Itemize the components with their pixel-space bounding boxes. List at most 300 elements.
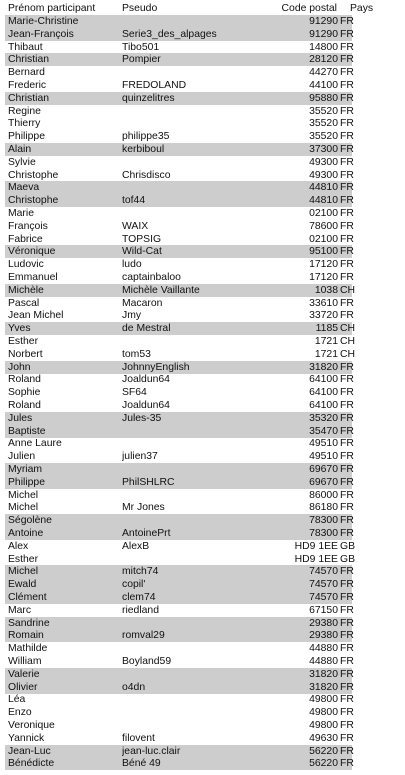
cell-pseudo: FREDOLAND bbox=[122, 80, 187, 91]
cell-code-postal: 49800 bbox=[309, 707, 338, 719]
cell-prenom: Christian bbox=[8, 92, 49, 104]
cell-prenom: Jean-Luc bbox=[8, 745, 51, 757]
cell-prenom: Michel bbox=[8, 489, 39, 501]
cell-prenom: Thierry bbox=[8, 118, 41, 130]
cell-pays: FR bbox=[340, 476, 354, 488]
cell-pays: FR bbox=[340, 668, 354, 680]
cell-pseudo: tof44 bbox=[122, 195, 146, 207]
cell-pays: FR bbox=[340, 272, 354, 283]
cell-pseudo: Jules-35 bbox=[122, 412, 162, 424]
cell-prenom: Jules bbox=[8, 412, 33, 424]
cell-pseudo bbox=[122, 719, 272, 732]
cell-pseudo bbox=[122, 207, 272, 220]
cell-code-postal: 69670 bbox=[309, 476, 338, 488]
cell-prenom: Anne Laure bbox=[8, 438, 62, 450]
table-row bbox=[5, 322, 356, 335]
cell-prenom: Regine bbox=[8, 105, 41, 117]
cell-prenom: Sandrine bbox=[8, 617, 50, 629]
table-row bbox=[5, 553, 356, 566]
header-pseudo: Pseudo bbox=[122, 3, 158, 14]
header-prenom: Prénom participant bbox=[8, 3, 96, 14]
cell-pseudo: kerbiboul bbox=[122, 144, 165, 155]
table-row bbox=[5, 66, 352, 79]
cell-code-postal: 1185 bbox=[315, 323, 338, 335]
cell-prenom: Antoine bbox=[8, 528, 44, 539]
cell-pays: FR bbox=[340, 656, 354, 667]
cell-code-postal: 29380 bbox=[309, 630, 338, 642]
cell-code-postal: 44810 bbox=[309, 195, 338, 207]
cell-pays: FR bbox=[340, 412, 354, 424]
cell-pseudo: Joaldun64 bbox=[122, 400, 170, 411]
cell-prenom: Marie bbox=[8, 208, 34, 219]
cell-prenom: Sophie bbox=[8, 387, 41, 399]
cell-prenom: John bbox=[8, 361, 31, 373]
cell-pays: FR bbox=[340, 732, 354, 744]
cell-code-postal: 35320 bbox=[309, 412, 338, 424]
cell-pays: FR bbox=[340, 16, 354, 27]
cell-pays: FR bbox=[340, 707, 354, 719]
cell-prenom: Michèle bbox=[8, 284, 44, 296]
cell-prenom: Véronique bbox=[8, 246, 56, 258]
cell-code-postal: 56220 bbox=[309, 745, 338, 757]
cell-prenom: Emmanuel bbox=[8, 272, 58, 283]
cell-pseudo bbox=[122, 693, 272, 706]
table-row bbox=[5, 463, 352, 476]
table-row bbox=[5, 309, 352, 322]
cell-pays: FR bbox=[340, 233, 354, 245]
cell-code-postal: 35520 bbox=[309, 105, 338, 117]
cell-prenom: Philippe bbox=[8, 476, 45, 488]
cell-pays: FR bbox=[340, 489, 354, 501]
cell-pays: FR bbox=[340, 502, 354, 514]
cell-pseudo: julien37 bbox=[122, 451, 158, 463]
table-row bbox=[5, 476, 352, 489]
cell-pays: FR bbox=[340, 208, 354, 219]
cell-pays: FR bbox=[340, 105, 354, 117]
cell-pseudo: Chrisdisco bbox=[122, 169, 171, 181]
table-row bbox=[5, 143, 352, 156]
table-row bbox=[5, 604, 352, 617]
cell-pays: FR bbox=[340, 374, 354, 386]
cell-pseudo: Michèle Vaillante bbox=[122, 284, 200, 296]
cell-code-postal: 28120 bbox=[309, 54, 338, 66]
cell-prenom: Alex bbox=[8, 540, 29, 552]
table-row bbox=[5, 156, 352, 169]
cell-prenom: Myriam bbox=[8, 464, 43, 475]
cell-pseudo: Boyland59 bbox=[122, 656, 172, 667]
cell-pseudo: ludo bbox=[122, 259, 142, 271]
cell-code-postal: 95100 bbox=[309, 246, 338, 258]
cell-prenom: Jean-François bbox=[8, 28, 74, 40]
cell-pseudo: tom53 bbox=[122, 348, 151, 360]
cell-code-postal: 78600 bbox=[309, 220, 338, 232]
cell-pseudo: PhilSHLRC bbox=[122, 476, 175, 488]
cell-prenom: Pascal bbox=[8, 297, 40, 309]
cell-pseudo: TOPSIG bbox=[122, 233, 162, 245]
cell-code-postal: 64100 bbox=[309, 387, 338, 399]
cell-pseudo: romval29 bbox=[122, 630, 165, 642]
cell-pseudo: philippe35 bbox=[122, 131, 170, 143]
cell-code-postal: 78300 bbox=[309, 515, 338, 527]
cell-pseudo: Wild-Cat bbox=[122, 246, 162, 258]
cell-code-postal: 17120 bbox=[309, 272, 338, 283]
table-row bbox=[5, 194, 352, 207]
table-row bbox=[5, 271, 352, 284]
cell-pseudo bbox=[122, 15, 272, 28]
cell-code-postal: 44100 bbox=[309, 80, 338, 91]
table-row bbox=[5, 642, 352, 655]
cell-pays: FR bbox=[340, 67, 354, 79]
cell-code-postal: 86180 bbox=[309, 502, 338, 514]
cell-pseudo: Béné 49 bbox=[122, 758, 161, 770]
cell-pays: FR bbox=[340, 41, 354, 53]
cell-code-postal: 69670 bbox=[309, 464, 338, 475]
cell-prenom: Christophe bbox=[8, 195, 59, 207]
cell-pays: FR bbox=[340, 425, 354, 437]
cell-pseudo: AlexB bbox=[122, 540, 150, 552]
cell-pays: FR bbox=[340, 579, 354, 591]
table-row bbox=[5, 373, 352, 386]
table-row bbox=[5, 41, 352, 54]
cell-pseudo bbox=[122, 181, 272, 194]
cell-pays: FR bbox=[340, 131, 354, 143]
table-row bbox=[5, 79, 352, 92]
cell-prenom: Thibaut bbox=[8, 41, 43, 53]
cell-pays: FR bbox=[340, 195, 354, 207]
cell-pays: FR bbox=[340, 144, 354, 155]
cell-code-postal: 17120 bbox=[309, 259, 338, 271]
table-row bbox=[5, 732, 352, 745]
cell-pays: FR bbox=[340, 54, 354, 66]
cell-prenom: Fabrice bbox=[8, 233, 43, 245]
cell-pays: CH bbox=[340, 348, 356, 360]
cell-code-postal: 31820 bbox=[309, 681, 338, 693]
cell-code-postal: 33720 bbox=[309, 310, 338, 322]
table-row bbox=[5, 245, 352, 258]
cell-pays: FR bbox=[340, 681, 354, 693]
cell-code-postal: 44880 bbox=[309, 656, 338, 667]
cell-pays: CH bbox=[340, 336, 356, 347]
table-row bbox=[5, 130, 352, 143]
table-row bbox=[5, 565, 352, 578]
cell-pseudo: filovent bbox=[122, 732, 155, 744]
cell-pays: CH bbox=[340, 284, 356, 296]
cell-code-postal: 74570 bbox=[309, 566, 338, 578]
cell-pays: FR bbox=[340, 80, 354, 91]
cell-code-postal: 74570 bbox=[309, 579, 338, 591]
cell-pays: FR bbox=[340, 297, 354, 309]
table-row bbox=[5, 437, 352, 450]
cell-code-postal: 29380 bbox=[309, 617, 338, 629]
cell-pays: FR bbox=[340, 720, 354, 731]
cell-prenom: Esther bbox=[8, 336, 39, 347]
cell-code-postal: HD9 1EE bbox=[294, 553, 338, 565]
cell-pays: FR bbox=[340, 246, 354, 258]
cell-code-postal: 35520 bbox=[309, 131, 338, 143]
cell-code-postal: 78300 bbox=[309, 528, 338, 539]
cell-pseudo bbox=[122, 668, 272, 681]
table-row bbox=[5, 207, 352, 220]
cell-pays: GB bbox=[340, 553, 356, 565]
table-row bbox=[5, 425, 352, 438]
cell-pays: FR bbox=[340, 643, 354, 655]
cell-prenom: Léa bbox=[8, 694, 26, 706]
cell-prenom: Baptiste bbox=[8, 425, 46, 437]
cell-prenom: Enzo bbox=[8, 707, 32, 719]
table-row bbox=[5, 681, 352, 694]
cell-pays: FR bbox=[340, 92, 354, 104]
cell-code-postal: 1038 bbox=[314, 284, 338, 296]
cell-pseudo bbox=[122, 489, 272, 502]
cell-pseudo: Mr Jones bbox=[122, 502, 165, 514]
table-row bbox=[5, 258, 352, 271]
cell-pseudo bbox=[122, 425, 272, 438]
cell-code-postal: 44270 bbox=[309, 67, 338, 79]
table-row bbox=[5, 693, 352, 706]
table-row bbox=[5, 668, 352, 681]
table-row bbox=[5, 181, 352, 194]
cell-prenom: Michel bbox=[8, 566, 39, 578]
table-row bbox=[5, 591, 352, 604]
cell-prenom: Roland bbox=[8, 374, 41, 386]
cell-pseudo: Jmy bbox=[122, 310, 142, 322]
cell-prenom: Esther bbox=[8, 553, 39, 565]
cell-code-postal: 35520 bbox=[309, 118, 338, 130]
cell-pays: FR bbox=[340, 630, 354, 642]
cell-prenom: Veronique bbox=[8, 720, 55, 731]
table-row bbox=[5, 92, 352, 105]
table-row bbox=[5, 220, 352, 233]
cell-prenom: Roland bbox=[8, 400, 41, 411]
cell-code-postal: 31820 bbox=[309, 361, 338, 373]
cell-code-postal: 64100 bbox=[309, 374, 338, 386]
cell-pseudo bbox=[122, 553, 272, 566]
table-row bbox=[5, 53, 352, 66]
cell-code-postal: 33610 bbox=[309, 297, 338, 309]
cell-prenom: Philippe bbox=[8, 131, 45, 143]
cell-prenom: Clément bbox=[8, 592, 47, 603]
cell-code-postal: 37300 bbox=[309, 144, 338, 155]
cell-pseudo bbox=[122, 117, 272, 130]
cell-pseudo bbox=[122, 617, 272, 630]
cell-code-postal: 91290 bbox=[309, 16, 338, 27]
cell-code-postal: 86000 bbox=[309, 489, 338, 501]
cell-pays: FR bbox=[340, 118, 354, 130]
cell-pseudo: o4dn bbox=[122, 681, 146, 693]
cell-pseudo bbox=[122, 463, 272, 476]
cell-prenom: Mathilde bbox=[8, 643, 48, 655]
cell-pseudo bbox=[122, 706, 272, 719]
cell-pays: FR bbox=[340, 361, 354, 373]
cell-code-postal: 49800 bbox=[309, 720, 338, 731]
cell-pseudo bbox=[122, 66, 272, 79]
cell-pseudo: clem74 bbox=[122, 592, 156, 603]
cell-pays: FR bbox=[340, 604, 354, 616]
cell-pays: FR bbox=[340, 28, 354, 40]
cell-code-postal: 49300 bbox=[309, 169, 338, 181]
cell-prenom: Marie-Christine bbox=[8, 16, 79, 27]
table-row bbox=[5, 412, 352, 425]
cell-pseudo bbox=[122, 156, 272, 169]
cell-pseudo: Serie3_des_alpages bbox=[122, 28, 217, 40]
cell-prenom: Ludovic bbox=[8, 259, 44, 271]
cell-code-postal: 49510 bbox=[309, 451, 338, 463]
cell-pseudo bbox=[122, 437, 272, 450]
table-row bbox=[5, 335, 356, 348]
cell-pays: FR bbox=[340, 310, 354, 322]
cell-prenom: François bbox=[8, 220, 48, 232]
cell-code-postal: 49510 bbox=[309, 438, 338, 450]
cell-pseudo: jean-luc.clair bbox=[122, 745, 181, 757]
table-row bbox=[5, 348, 356, 361]
cell-code-postal: 95880 bbox=[309, 92, 338, 104]
cell-pays: FR bbox=[340, 566, 354, 578]
table-row bbox=[5, 284, 356, 297]
cell-code-postal: 02100 bbox=[309, 233, 338, 245]
cell-pseudo: copil' bbox=[122, 579, 146, 591]
cell-prenom: Michel bbox=[8, 502, 39, 514]
cell-prenom: Marc bbox=[8, 604, 32, 616]
table-row bbox=[5, 105, 352, 118]
cell-prenom: William bbox=[8, 656, 42, 667]
table-row bbox=[5, 450, 352, 463]
cell-pays: FR bbox=[340, 694, 354, 706]
cell-code-postal: 1721 bbox=[314, 348, 338, 360]
table-row bbox=[5, 117, 352, 130]
cell-pays: FR bbox=[340, 259, 354, 271]
cell-prenom: Christophe bbox=[8, 169, 59, 181]
cell-pays: FR bbox=[340, 169, 354, 181]
table-row bbox=[5, 399, 352, 412]
table-row bbox=[5, 169, 352, 182]
cell-prenom: Maeva bbox=[8, 182, 40, 194]
header-code-postal: Code postal bbox=[281, 3, 337, 14]
cell-pseudo: Pompier bbox=[122, 54, 161, 66]
header-pays: Pays bbox=[350, 3, 374, 14]
cell-pseudo bbox=[122, 642, 272, 655]
cell-pseudo: riedland bbox=[122, 604, 159, 616]
cell-pays: CH bbox=[340, 323, 356, 335]
table-row bbox=[5, 514, 352, 527]
cell-pays: FR bbox=[340, 182, 354, 194]
cell-pays: FR bbox=[340, 758, 354, 770]
cell-prenom: Alain bbox=[8, 144, 32, 155]
cell-pays: FR bbox=[340, 156, 354, 168]
table-row bbox=[5, 297, 352, 310]
cell-code-postal: 49800 bbox=[309, 694, 338, 706]
cell-pays: FR bbox=[340, 400, 354, 411]
cell-pays: FR bbox=[340, 592, 354, 603]
cell-prenom: Yannick bbox=[8, 732, 45, 744]
table-row bbox=[5, 15, 352, 28]
cell-pays: FR bbox=[340, 515, 354, 527]
cell-code-postal: 02100 bbox=[309, 208, 338, 219]
cell-prenom: Norbert bbox=[8, 348, 43, 360]
cell-pseudo: mitch74 bbox=[122, 566, 159, 578]
table-row bbox=[5, 719, 352, 732]
cell-pseudo: JohnnyEnglish bbox=[122, 361, 190, 373]
cell-pseudo bbox=[122, 335, 272, 348]
table-row bbox=[5, 617, 352, 630]
table-row bbox=[5, 489, 352, 502]
cell-pseudo: Tibo501 bbox=[122, 41, 160, 53]
cell-pseudo: de Mestral bbox=[122, 323, 171, 335]
cell-code-postal: 56220 bbox=[309, 758, 338, 770]
cell-pseudo bbox=[122, 105, 272, 118]
table-row bbox=[5, 386, 352, 399]
cell-pays: FR bbox=[340, 528, 354, 539]
cell-pseudo: AntoinePrt bbox=[122, 528, 171, 539]
cell-pays: FR bbox=[340, 617, 354, 629]
cell-prenom: Yves bbox=[8, 323, 31, 335]
cell-prenom: Romain bbox=[8, 630, 44, 642]
cell-code-postal: 14800 bbox=[309, 41, 338, 53]
cell-code-postal: 49300 bbox=[309, 156, 338, 168]
cell-code-postal: 49630 bbox=[309, 732, 338, 744]
cell-code-postal: 44810 bbox=[309, 182, 338, 194]
cell-pays: FR bbox=[340, 451, 354, 463]
cell-code-postal: 74570 bbox=[309, 592, 338, 603]
cell-pays: FR bbox=[340, 220, 354, 232]
cell-pays: FR bbox=[340, 745, 354, 757]
table-row bbox=[5, 578, 352, 591]
table-row bbox=[5, 757, 352, 770]
table-header bbox=[5, 2, 374, 15]
cell-pseudo: WAIX bbox=[122, 220, 149, 232]
cell-code-postal: 35470 bbox=[309, 425, 338, 437]
cell-prenom: Ségolène bbox=[8, 515, 52, 527]
cell-pays: FR bbox=[340, 438, 354, 450]
cell-pseudo: captainbaloo bbox=[122, 272, 181, 283]
table-row bbox=[5, 28, 352, 41]
cell-prenom: Valerie bbox=[8, 668, 40, 680]
cell-prenom: Olivier bbox=[8, 681, 38, 693]
cell-prenom: Jean Michel bbox=[8, 310, 64, 322]
table-row bbox=[5, 501, 352, 514]
table-row bbox=[5, 706, 352, 719]
cell-code-postal: HD9 1EE bbox=[294, 540, 338, 552]
cell-code-postal: 91290 bbox=[309, 28, 338, 40]
cell-code-postal: 67150 bbox=[309, 604, 338, 616]
cell-pays: FR bbox=[340, 387, 354, 399]
cell-pseudo: Macaron bbox=[122, 297, 163, 309]
cell-prenom: Sylvie bbox=[8, 156, 36, 168]
cell-pays: GB bbox=[340, 540, 356, 552]
table-row bbox=[5, 655, 352, 668]
table-row bbox=[5, 745, 352, 758]
cell-code-postal: 31820 bbox=[309, 668, 338, 680]
cell-pseudo: quinzelitres bbox=[122, 92, 175, 104]
cell-prenom: Frederic bbox=[8, 80, 47, 91]
cell-pseudo: SF64 bbox=[122, 387, 147, 399]
cell-prenom: Christian bbox=[8, 54, 49, 66]
cell-pseudo bbox=[122, 514, 272, 527]
table-row bbox=[5, 361, 352, 374]
cell-prenom: Bernard bbox=[8, 67, 45, 79]
table-row bbox=[5, 629, 352, 642]
cell-pseudo: Joaldun64 bbox=[122, 374, 170, 386]
table-row bbox=[5, 540, 356, 553]
cell-prenom: Ewald bbox=[8, 579, 37, 591]
cell-code-postal: 44880 bbox=[309, 643, 338, 655]
cell-prenom: Bénédicte bbox=[8, 758, 55, 770]
cell-pays: FR bbox=[340, 464, 354, 475]
table-row bbox=[5, 527, 352, 540]
cell-code-postal: 1721 bbox=[314, 336, 338, 347]
table-row bbox=[5, 233, 352, 246]
cell-prenom: Julien bbox=[8, 451, 36, 463]
cell-code-postal: 64100 bbox=[309, 400, 338, 411]
